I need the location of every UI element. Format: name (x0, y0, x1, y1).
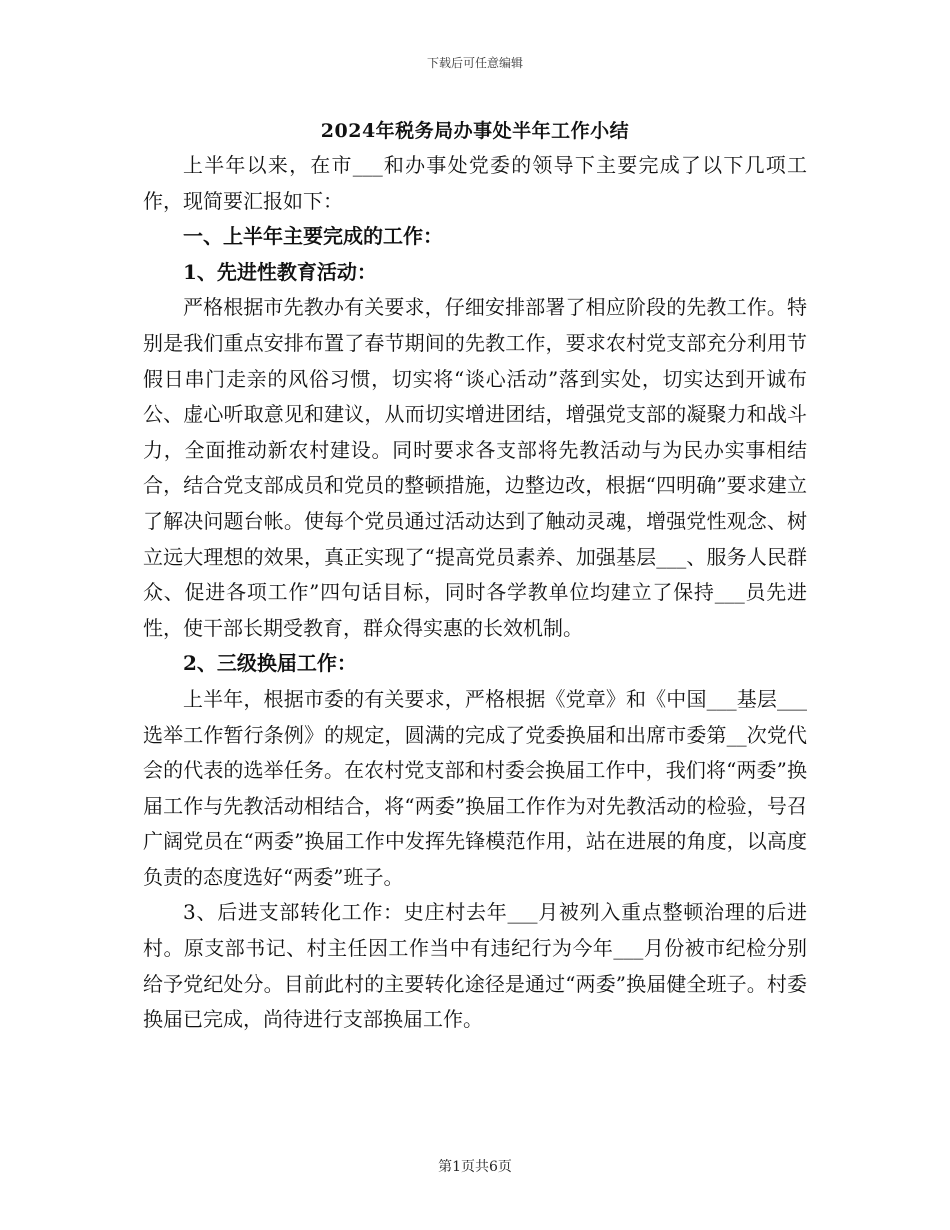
subsection-heading-1: 1、先进性教育活动： (183, 259, 377, 284)
paragraph-education: 严格根据市先教办有关要求，仔细安排部署了相应阶段的先教工作。特别是我们重点安排布置了春节期间的先教工作，要求农村党支部充分利用节假日串门走亲的风俗习惯，切实将“谈心活动”落到实处，切实达到开诚布公、虚心听取意见和建议，从而切实增进团结，增强党支部的凝聚力和战斗力，全面推动新农村建设。同时要求各支部将先教活动与为民办实事相结合，结合党支部成员和党员的整顿措施，边整边改，根据“四明确”要求建立了解决问题台帐。使每个党员通过活动达到了触动灵魂，增强党性观念、树立远大理想的效果，真正实现了“提高党员素养、加强基层___、服务人民群众、促进各项工作”四句话目标，同时各学教单位均建立了保持___员先进性，使干部长期受教育，群众得实惠的长效机制。 (143, 295, 807, 640)
subsection-heading-2: 2、三级换届工作： (183, 651, 357, 676)
paragraph-transformation: 3、后进支部转化工作：史庄村去年___月被列入重点整顿治理的后进村。原支部书记、村主任因工作当中有违纪行为今年___月份被市纪检分别给予党纪处分。目前此村的主要转化途径是通过“两委”换届健全班子。村委换届已完成，尚待进行支部换届工作。 (143, 900, 807, 1032)
document-body (143, 148, 807, 1038)
section-heading-1: 一、上半年主要完成的工作： (183, 224, 443, 249)
page-number: 第1页共6页 (438, 1159, 512, 1175)
paragraph-intro: 上半年以来，在市___和办事处党委的领导下主要完成了以下几项工作，现简要汇报如下： (143, 153, 807, 213)
document-title: 2024年税务局办事处半年工作小结 (320, 120, 630, 142)
header-note: 下载后可任意编辑 (426, 56, 523, 70)
paragraph-election: 上半年，根据市委的有关要求，严格根据《党章》和《中国___基层___选举工作暂行条例》的规定，圆满的完成了党委换届和出席市委第__次党代会的代表的选举任务。在农村党支部和村委会换届工作中，我们将“两委”换届工作与先教活动相结合，将“两委”换届工作作为对先教活动的检验，号召广阔党员在“两委”换届工作中发挥先锋模范作用，站在进展的角度，以高度负责的态度选好“两委”班子。 (143, 686, 807, 889)
